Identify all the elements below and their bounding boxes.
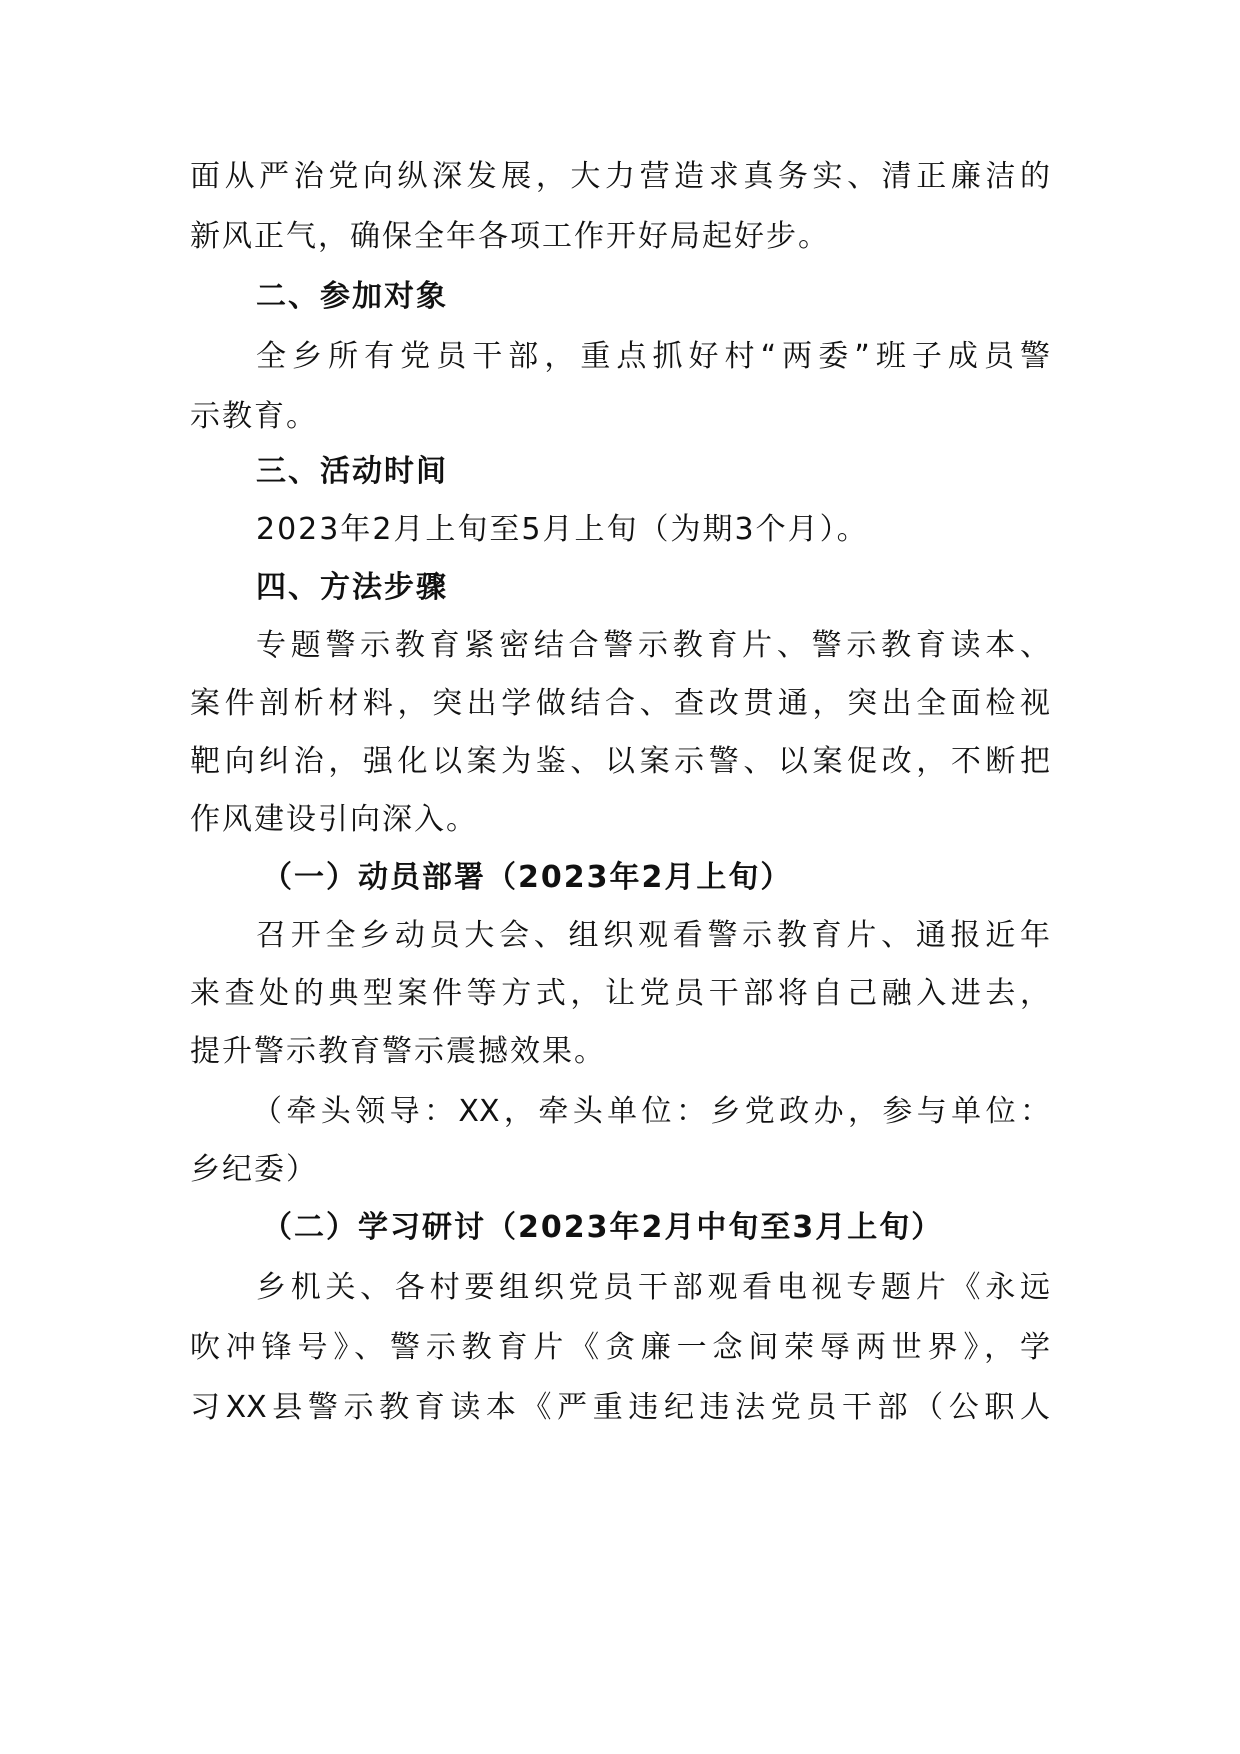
paragraph-line: （牵头领导：XX，牵头单位：乡党政办，参与单位： bbox=[252, 1094, 1050, 1129]
paragraph-line: 来查处的典型案件等方式，让党员干部将自己融入进去， bbox=[190, 976, 1050, 1011]
paragraph-line: 专题警示教育紧密结合警示教育片、警示教育读本、 bbox=[256, 628, 1050, 663]
paragraph-line: 召开全乡动员大会、组织观看警示教育片、通报近年 bbox=[256, 918, 1050, 953]
paragraph-line: 作风建设引向深入。 bbox=[190, 802, 478, 837]
paragraph-line: 示教育。 bbox=[190, 399, 318, 434]
paragraph-line: 案件剖析材料，突出学做结合、查改贯通，突出全面检视 bbox=[190, 686, 1050, 721]
section-heading: 二、参加对象 bbox=[256, 279, 448, 314]
subsection-heading: （二）学习研讨（2023年2月中旬至3月上旬） bbox=[262, 1210, 944, 1245]
paragraph-line: 提升警示教育警示震撼效果。 bbox=[190, 1034, 606, 1069]
paragraph-line: 新风正气，确保全年各项工作开好局起好步。 bbox=[190, 219, 830, 254]
paragraph-line: 习XX县警示教育读本《严重违纪违法党员干部（公职人 bbox=[190, 1390, 1050, 1425]
paragraph-line: 吹冲锋号》、警示教育片《贪廉一念间荣辱两世界》，学 bbox=[190, 1330, 1050, 1365]
paragraph-line: 全乡所有党员干部，重点抓好村“两委”班子成员警 bbox=[256, 339, 1050, 374]
subsection-heading: （一）动员部署（2023年2月上旬） bbox=[262, 860, 793, 895]
paragraph-line: 面从严治党向纵深发展，大力营造求真务实、清正廉洁的 bbox=[190, 159, 1050, 194]
paragraph-line: 乡机关、各村要组织党员干部观看电视专题片《永远 bbox=[256, 1270, 1050, 1305]
paragraph-line: 2023年2月上旬至5月上旬（为期3个月）。 bbox=[256, 512, 869, 547]
section-heading: 四、方法步骤 bbox=[256, 570, 448, 605]
paragraph-line: 靶向纠治，强化以案为鉴、以案示警、以案促改，不断把 bbox=[190, 744, 1050, 779]
section-heading: 三、活动时间 bbox=[256, 454, 448, 489]
paragraph-line: 乡纪委） bbox=[190, 1152, 318, 1187]
